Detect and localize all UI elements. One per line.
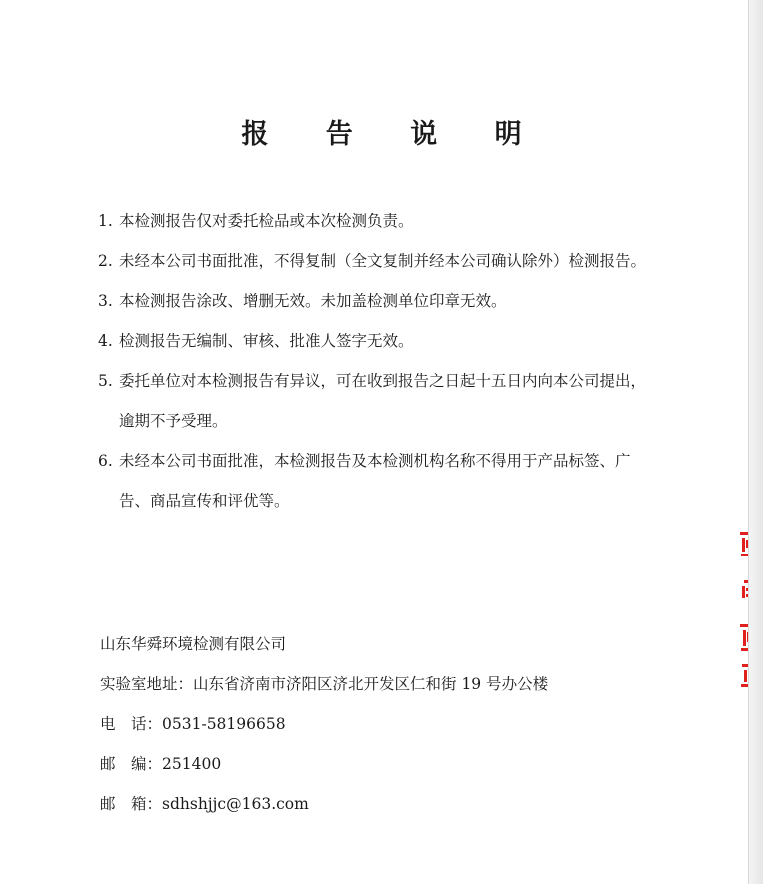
note-item	[98, 241, 698, 281]
phone-label: 电 话：	[100, 715, 163, 733]
address-label: 实验室地址：	[100, 675, 194, 693]
postcode-row	[100, 744, 221, 784]
email-value: sdhshjjc@163.com	[162, 795, 309, 813]
page-edge	[748, 0, 763, 884]
phone-row	[100, 704, 286, 744]
note-number: 4.	[98, 332, 113, 350]
email-row	[100, 784, 309, 824]
note-text: 未经本公司书面批准，本检测报告及本检测机构名称不得用于产品标签、广	[119, 452, 631, 470]
email-label: 邮 箱：	[100, 795, 163, 813]
note-number: 3.	[98, 292, 113, 310]
note-text: 本检测报告仅对委托检品或本次检测负责。	[119, 212, 414, 230]
note-number: 1.	[98, 212, 113, 230]
postcode-value: 251400	[162, 755, 222, 773]
note-number: 5.	[98, 372, 113, 390]
note-item	[98, 441, 698, 521]
note-text: 委托单位对本检测报告有异议，可在收到报告之日起十五日内向本公司提出，	[119, 372, 647, 390]
note-item	[98, 361, 698, 441]
page-title: 报 告 说 明	[241, 119, 546, 150]
note-number: 2.	[98, 252, 113, 270]
note-number: 6.	[98, 452, 113, 470]
notes-list	[98, 201, 698, 521]
note-text-continued: 告、商品宣传和评优等。	[119, 492, 290, 510]
note-text: 未经本公司书面批准，不得复制（全文复制并经本公司确认除外）检测报告。	[119, 252, 647, 270]
note-text: 本检测报告涂改、增删无效。未加盖检测单位印章无效。	[119, 292, 507, 310]
phone-value: 0531-58196658	[162, 715, 286, 733]
postcode-label: 邮 编：	[100, 755, 163, 773]
company-name: 山东华舜环境检测有限公司	[100, 635, 287, 653]
address-row	[100, 664, 548, 704]
note-item	[98, 281, 698, 321]
note-item	[98, 321, 698, 361]
note-item	[98, 201, 698, 241]
note-text: 检测报告无编制、审核、批准人签字无效。	[119, 332, 414, 350]
address-value: 山东省济南市济阳区济北开发区仁和街 19 号办公楼	[193, 675, 549, 693]
note-text-continued: 逾期不予受理。	[119, 412, 228, 430]
